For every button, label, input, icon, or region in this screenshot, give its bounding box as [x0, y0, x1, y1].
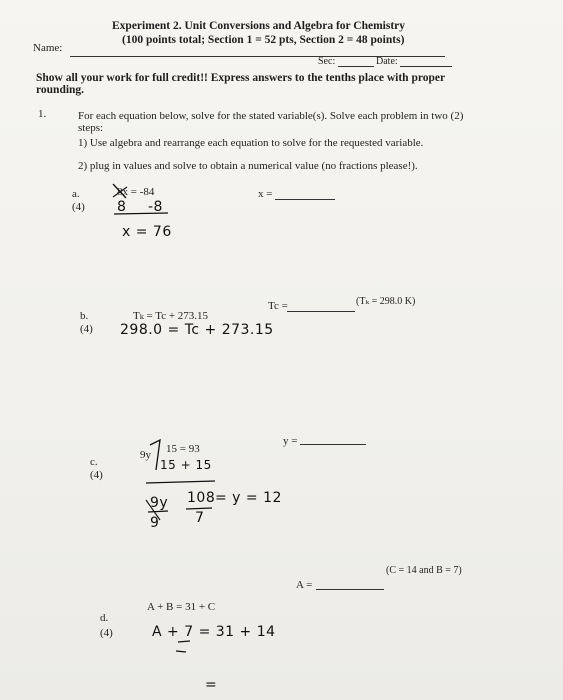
- part-b-letter: b.: [80, 310, 89, 322]
- part-d-points: (4): [100, 627, 113, 639]
- step-1: 1) Use algebra and rearrange each equation to solve for the requested variable.: [78, 137, 424, 149]
- part-b-given: (Tₖ = 298.0 K): [356, 296, 416, 307]
- part-a-answer-label: x =: [258, 188, 273, 200]
- part-d-given: (C = 14 and B = 7): [386, 565, 462, 576]
- part-a-work-result: x = 76: [122, 224, 172, 240]
- part-a-equation: 8x = -84: [117, 186, 155, 198]
- part-c-answer-label: y =: [283, 435, 298, 447]
- question-number: 1.: [38, 108, 47, 120]
- part-a-points: (4): [72, 201, 85, 213]
- part-d-work-line-1: A + 7 = 31 + 14: [152, 624, 276, 640]
- date-label: Date:: [376, 56, 398, 67]
- part-d-work-line-2: =: [205, 677, 218, 693]
- part-d-answer-label: A =: [296, 579, 313, 591]
- part-c-work-num-left: 9y: [150, 495, 169, 511]
- part-b-equation: Tₖ = Tc + 273.15: [133, 310, 209, 322]
- part-c-equation-left: 9y: [140, 449, 151, 461]
- part-b-answer-label: Tc =: [268, 300, 288, 312]
- intro-line-2: steps:: [78, 122, 104, 134]
- part-b-work-line-1: 298.0 = Tc + 273.15: [120, 322, 274, 338]
- part-a-letter: a.: [72, 188, 80, 200]
- part-c-work-num-right: 108: [187, 490, 216, 506]
- part-c-work-den-right: 7: [195, 510, 205, 526]
- step-2: 2) plug in values and solve to obtain a numerical value (no fractions please!).: [78, 160, 418, 172]
- part-c-letter: c.: [90, 456, 98, 468]
- title-line-1: Experiment 2. Unit Conversions and Algebra for Chemistry: [112, 20, 406, 32]
- part-b-points: (4): [80, 323, 93, 335]
- part-a-work-left-div: 8: [117, 199, 127, 215]
- instructions-line-1: Show all your work for full credit!! Express answers to the tenths place with proper: [36, 72, 446, 84]
- part-c-equation-right: 15 = 93: [166, 443, 200, 455]
- part-c-work-line-1: 15 + 15: [160, 458, 212, 472]
- part-d-equation: A + B = 31 + C: [147, 601, 216, 613]
- part-c-work-result: = y = 12: [215, 490, 282, 506]
- part-c-work-den-left: 9: [150, 515, 160, 531]
- title-line-2: (100 points total; Section 1 = 52 pts, Section 2 = 48 points): [122, 34, 405, 46]
- part-d-letter: d.: [100, 612, 109, 624]
- intro-line-1: For each equation below, solve for the stated variable(s). Solve each problem in two (2): [78, 110, 464, 122]
- part-a-work-right-div: -8: [148, 199, 163, 215]
- instructions-line-2: rounding.: [36, 84, 85, 96]
- part-c-points: (4): [90, 469, 103, 481]
- name-label: Name:: [33, 42, 63, 54]
- sec-label: Sec:: [318, 56, 336, 67]
